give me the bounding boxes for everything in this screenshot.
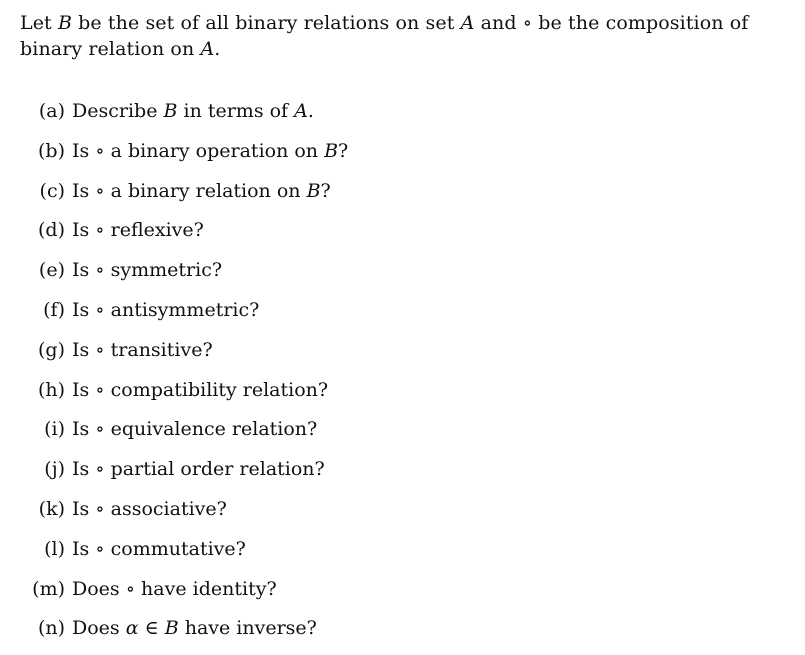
question-item <box>0 217 805 257</box>
question-text-part: Is ∘ partial order relation? <box>72 458 325 481</box>
question-item <box>0 456 805 496</box>
question-text <box>72 416 317 442</box>
question-text <box>72 297 259 323</box>
question-label: (e) <box>38 259 65 282</box>
math-symbol: B <box>163 100 178 122</box>
question-text <box>72 456 325 482</box>
question-label: (g) <box>38 338 65 361</box>
question-text-part: Is ∘ a binary relation on <box>72 179 307 202</box>
question-text <box>72 337 213 363</box>
set-a-symbol-2: A <box>200 38 215 60</box>
question-text <box>72 536 246 562</box>
question-label: (l) <box>44 537 65 560</box>
question-label: (b) <box>38 139 65 162</box>
question-label: (k) <box>38 497 65 520</box>
question-label: (f) <box>43 298 65 321</box>
question-text-part: Does <box>72 617 126 640</box>
question-text <box>72 576 277 602</box>
question-item <box>0 576 805 616</box>
question-item <box>0 496 805 536</box>
question-text-part: Is ∘ a binary operation on <box>72 139 325 162</box>
question-text-part: ∈ <box>138 617 165 640</box>
question-text-part: Is ∘ equivalence relation? <box>72 418 318 441</box>
question-text-part: Does ∘ have identity? <box>72 577 277 600</box>
intro-text-2: be the set of all binary relations on set <box>72 12 461 34</box>
question-text-part: ? <box>320 179 331 202</box>
math-symbol: B <box>306 179 321 202</box>
question-item <box>0 377 805 417</box>
problem-statement <box>20 10 790 62</box>
question-text-part: Is ∘ antisymmetric? <box>72 298 260 321</box>
question-text <box>72 217 204 243</box>
question-item <box>0 416 805 456</box>
question-item <box>0 337 805 377</box>
question-text <box>72 138 348 164</box>
question-text <box>72 257 222 283</box>
question-text-part: in terms of <box>177 100 295 122</box>
question-text <box>72 496 227 522</box>
question-label: (d) <box>38 219 65 242</box>
question-text-part: Is ∘ associative? <box>72 497 227 520</box>
question-text <box>72 98 314 124</box>
question-list <box>0 98 805 655</box>
question-text-part: Is ∘ transitive? <box>72 338 213 361</box>
question-text-part: Is ∘ reflexive? <box>72 219 204 242</box>
question-item <box>0 615 805 655</box>
question-text-part: Is ∘ compatibility relation? <box>72 378 329 401</box>
intro-text-3: and ∘ be the composition of binary relation on <box>20 12 749 60</box>
question-text-part: have inverse? <box>178 617 317 640</box>
question-label: (n) <box>37 617 65 640</box>
question-label: (m) <box>32 577 65 600</box>
math-symbol: α <box>125 617 139 640</box>
math-symbol: A <box>294 100 308 122</box>
question-text-part: . <box>307 100 314 122</box>
question-label: (c) <box>39 179 65 202</box>
set-b-symbol: B <box>57 12 72 34</box>
question-text <box>72 178 331 204</box>
question-text-part: Describe <box>72 100 164 122</box>
question-text <box>72 377 328 403</box>
question-text-part: ? <box>338 139 349 162</box>
question-text-part: Is ∘ symmetric? <box>72 259 223 282</box>
intro-text-1: Let <box>20 12 58 34</box>
question-item <box>0 138 805 178</box>
math-symbol: B <box>324 139 339 162</box>
set-a-symbol: A <box>460 12 475 34</box>
question-label: (a) <box>38 100 65 122</box>
question-item <box>0 98 805 138</box>
question-label: (h) <box>37 378 65 401</box>
intro-text-4: . <box>214 38 221 60</box>
question-text-part: Is ∘ commutative? <box>72 537 246 560</box>
question-text <box>72 615 317 641</box>
question-item <box>0 536 805 576</box>
question-item <box>0 297 805 337</box>
math-symbol: B <box>164 617 179 640</box>
question-label: (i) <box>44 418 65 441</box>
question-item <box>0 178 805 218</box>
question-item <box>0 257 805 297</box>
question-label: (j) <box>44 458 65 481</box>
